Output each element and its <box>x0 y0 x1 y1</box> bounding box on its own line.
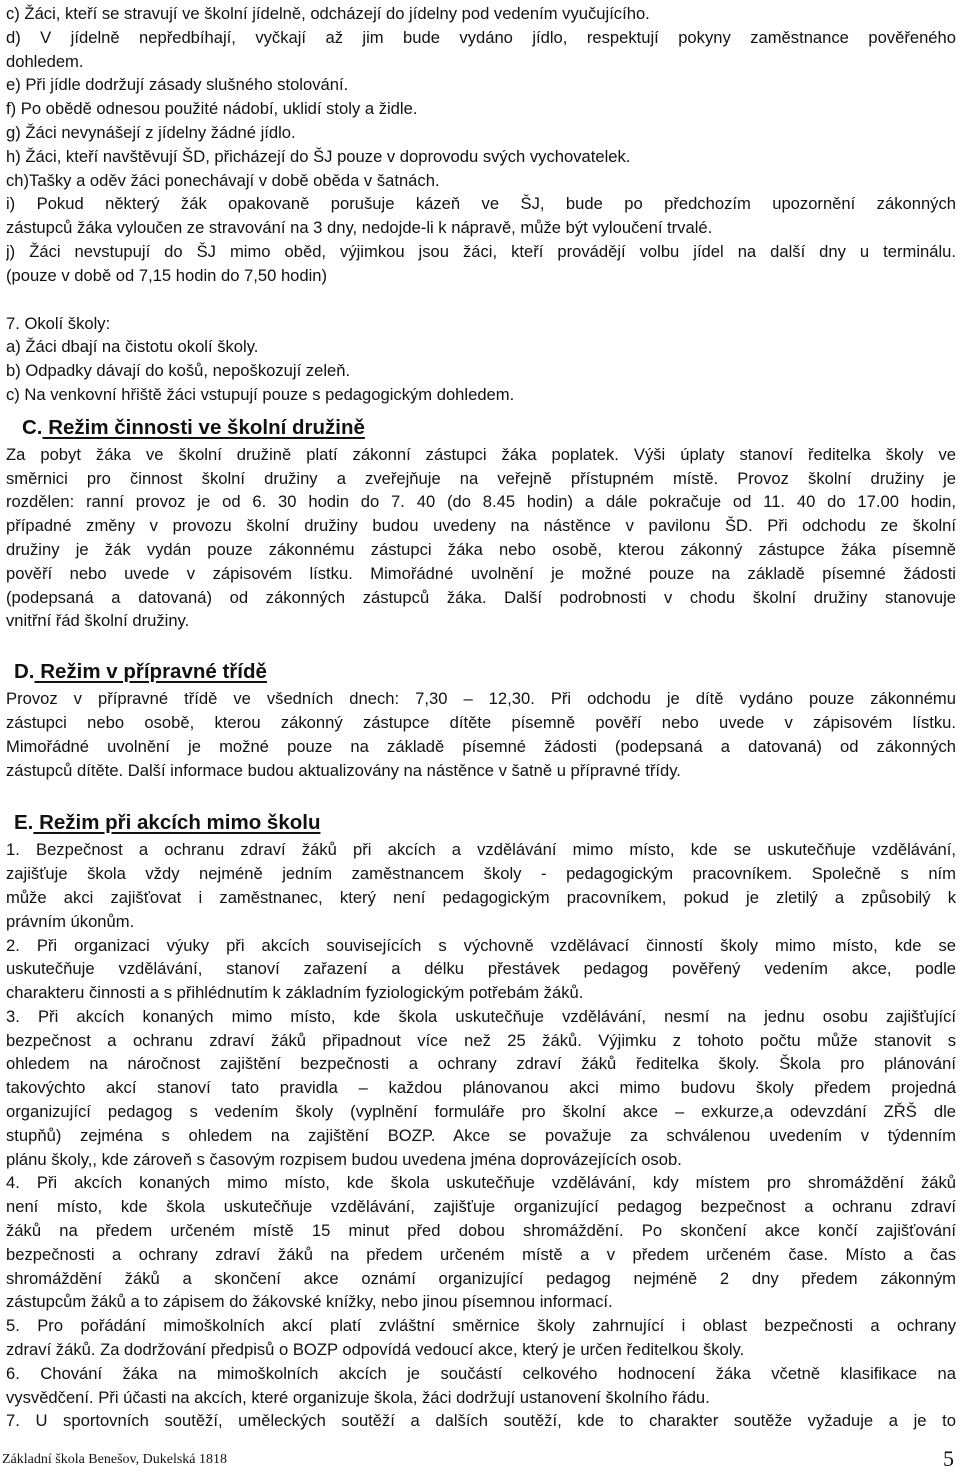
section-e-line: 1. Bezpečnost a ochranu zdraví žáků při akcích a vzdělávání mimo místo, kde se uskutečňuje vzdělávání, <box>6 840 956 860</box>
section-c-line: případné změny v provozu školní družiny budou uvedeny na nástěnce v pavilonu ŠD. Při odchodu ze školní <box>6 516 956 536</box>
section-e-line: žáků na předem určeném místě 15 minut před dobou shromáždění. Po skončení akce končí zajišťování <box>6 1221 956 1241</box>
section-e-letter: E. <box>14 811 34 835</box>
section-e-paragraph-5 <box>6 1314 956 1362</box>
section-c-line: směrnici pro činnost školní družiny a zveřejňuje na veřejně přístupném místě. Provoz školní družiny je <box>6 468 956 488</box>
surroundings-rule-b: b) Odpadky dávají do košů, nepoškozují zeleň. <box>6 361 351 381</box>
section-e-last-line: zástupcům žáků a to zápisem do žákovské knížky, nebo jinou písemnou informací. <box>6 1292 613 1312</box>
section-e-line: 7. U sportovních soutěží, uměleckých soutěží a dalších soutěží, kde to charakter soutěže vyžaduje a je to <box>6 1411 956 1431</box>
footer-school-name: Základní škola Benešov, Dukelská 1818 <box>2 1452 227 1467</box>
section-c-letter: C. <box>22 415 43 439</box>
dining-rule-d-line-1: d) V jídelně nepředbíhají, vyčkají až jim bude vydáno jídlo, respektují pokyny zaměstnance pověřeného <box>6 27 956 47</box>
dining-rule-i-line-2: zástupců žáka vyloučen ze stravování na 3 dny, nedojde-li k nápravě, může být vyloučení trvalé. <box>6 218 713 238</box>
section-e-line: může akci zajišťovat i zaměstnanec, který není pedagogickým pracovníkem, pokud je zletilý a způsobilý k <box>6 887 956 907</box>
section-c-line: pověří nebo uvede v zápisovém lístku. Mimořádné uvolnění je možné pouze na základě písemné žádosti <box>6 563 956 583</box>
surroundings-rule-c: c) Na venkovní hřiště žáci vstupují pouze s pedagogickým dohledem. <box>6 384 515 404</box>
spacer <box>6 288 956 312</box>
section-d-line: Provoz v přípravné třídě ve všedních dnech: 7,30 – 12,30. Při odchodu je dítě vydáno pouze zákonnému <box>6 689 956 709</box>
dining-rule-f: f) Po obědě odnesou použité nádobí, uklidí stoly a židle. <box>6 99 418 119</box>
section-c-line: Za pobyt žáka ve školní družině platí zákonní zástupci žáka poplatek. Výši úplaty stanoví ředitelka školy ve <box>6 444 956 464</box>
dining-rule-j-line-2: (pouze v době od 7,15 hodin do 7,50 hodin) <box>6 265 328 285</box>
section-e-paragraph-3 <box>6 1005 956 1172</box>
footer-page-number: 5 <box>943 1446 954 1471</box>
section-e-line: zajišťuje škola vždy nejméně jedním zaměstnancem školy - pedagogickým pracovníkem. Společně s ním <box>6 864 956 884</box>
section-e-line: uskutečňuje vzdělávání, stanoví zařazení a délku přestávek pedagog pověřený vedením akce, podle <box>6 959 956 979</box>
section-e-line: 3. Při akcích konaných mimo místo, kde škola uskutečňuje vzdělávání, nesmí na jednu osobu zajišťující <box>6 1006 956 1026</box>
spacer <box>6 633 956 651</box>
dining-rule-ch: ch)Tašky a oděv žáci ponechávají v době oběda v šatnách. <box>6 170 440 190</box>
section-d-title: Režim v přípravné třídě <box>34 660 267 684</box>
section-e-line: není místo, kde škola uskutečňuje vzdělávání, zajišťuje organizující pedagog bezpečnost a ochranu zdraví <box>6 1197 956 1217</box>
section-c-title: Režim činnosti ve školní družině <box>42 415 365 439</box>
section-e-paragraph-7 <box>6 1409 956 1433</box>
spacer <box>6 782 956 802</box>
section-e-paragraph-4 <box>6 1171 956 1314</box>
section-c-line: družiny je žák vydán pouze zákonnému zástupci žáka nebo osobě, kterou zákonný zástupce žáka písemně <box>6 539 956 559</box>
section-e-paragraph-6 <box>6 1362 956 1410</box>
section-d-line: Mimořádné uvolnění je možné pouze na základě písemné žádosti (podepsaná a datovaná) od zákonných <box>6 736 956 756</box>
dining-rule-e: e) Při jídle dodržují zásady slušného stolování. <box>6 75 349 95</box>
section-d-letter: D. <box>14 660 35 684</box>
section-e-title: Režim při akcích mimo školu <box>33 811 321 835</box>
section-e-line: bezpečnost a ochranu zdraví žáků připadnout více než 25 žáků. Výjimku z tohoto počtu může stanovit s <box>6 1030 956 1050</box>
section-e-last-line: vysvědčení. Při účasti na akcích, které organizuje škola, žáci dodržují ustanovení školního řádu. <box>6 1387 710 1407</box>
dining-rule-h: h) Žáci, kteří navštěvují ŠD, přicházejí do ŠJ pouze v doprovodu svých vychovatelek. <box>6 146 631 166</box>
section-e-line: 6. Chování žáka na mimoškolních akcích je součástí celkového hodnocení žáka včetně klasifikace na <box>6 1363 956 1383</box>
dining-rule-d-line-2: dohledem. <box>6 51 84 71</box>
section-e-line: ohledem na náročnost zajištění bezpečnosti a ochrany zdraví žáků ředitelka školy. Škola pro plánování <box>6 1054 956 1074</box>
dining-rule-j-line-1: j) Žáci nevstupují do ŠJ mimo oběd, výjimkou jsou žáci, kteří provádějí volbu jídel na další dny u terminálu. <box>6 241 956 261</box>
section-c-heading <box>6 413 956 443</box>
dining-rule-g: g) Žáci nevynášejí z jídelny žádné jídlo. <box>6 122 296 142</box>
surroundings-title: 7. Okolí školy: <box>6 313 111 333</box>
section-e-paragraph-1 <box>6 838 956 933</box>
section-d-last-line: zástupců dítěte. Další informace budou aktualizovány na nástěnce v šatně u přípravné třídy. <box>6 760 681 780</box>
section-e-last-line: právním úkonům. <box>6 911 135 931</box>
dining-rule-c: c) Žáci, kteří se stravují ve školní jídelně, odcházejí do jídelny pod vedením vyučujícího. <box>6 4 650 23</box>
section-c-line: rozdělen: ranní provoz je od 6. 30 hodin do 7. 40 (do 8.45 hodin) a dále pokračuje od 11. 40 do 17.00 hodin, <box>6 492 956 512</box>
section-e-last-line: charakteru činnosti a s přihlédnutím k základním fyziologickým potřebám žáků. <box>6 983 584 1003</box>
section-e-last-line: plánu školy,, kde zároveň s časovým rozpisem budou uvedena jména doprovázejících osob. <box>6 1149 682 1169</box>
section-e-line: stupňů) zejména s ohledem na zajištění BOZP. Akce se považuje za schválenou uvedením v týdenním <box>6 1125 956 1145</box>
page-body <box>6 2 956 1433</box>
section-e-line: takovýchto akcí stanoví tato pravidla – každou plánovanou akci mimo budovu školy předem projedná <box>6 1078 956 1098</box>
section-e-line: organizující pedagog s vedením školy (vyplnění formuláře pro školní akce – exkurze,a odevzdání ZŘŠ dle <box>6 1102 956 1122</box>
section-e-line: 2. Při organizaci výuky při akcích souvisejících s výchovně vzdělávací činností školy mimo místo, kde se <box>6 935 956 955</box>
dining-rule-i-line-1: i) Pokud některý žák opakovaně porušuje kázeň ve ŠJ, bude po předchozím upozornění zákonných <box>6 194 956 214</box>
section-c-line: (podepsaná a datovaná) od zákonných zástupců žáka. Další podrobnosti v chodu školní družiny stanovuje <box>6 587 956 607</box>
section-e-line: 4. Při akcích konaných mimo místo, kde škola uskutečňuje vzdělávání, kdy místem pro shromáždění žáků <box>6 1173 956 1193</box>
section-e-heading <box>6 808 956 838</box>
section-c-last-line: vnitřní řád školní družiny. <box>6 611 190 631</box>
section-d-heading <box>6 657 956 687</box>
section-e-last-line: zdraví žáků. Za dodržování předpisů o BOZP odpovídá vedoucí akce, který je určen ředitelkou školy. <box>6 1340 745 1360</box>
section-e-line: shromáždění žáků a skončení akce oznámí organizující pedagog nejméně 2 dny předem zákonným <box>6 1268 956 1288</box>
surroundings-rule-a: a) Žáci dbají na čistotu okolí školy. <box>6 337 259 357</box>
section-e-line: bezpečnosti a ochrany zdraví žáků na předem určeném místě a v předem určeném čase. Místo a čas <box>6 1244 956 1264</box>
section-e-paragraph-2 <box>6 934 956 1005</box>
section-d-line: zástupci nebo osobě, kterou zákonný zástupce dítěte písemně pověří nebo uvede v zápisovém lístku. <box>6 712 956 732</box>
section-e-line: 5. Pro pořádání mimoškolních akcí platí zvláštní směrnice školy zahrnující i oblast bezpečnosti a ochrany <box>6 1316 956 1336</box>
